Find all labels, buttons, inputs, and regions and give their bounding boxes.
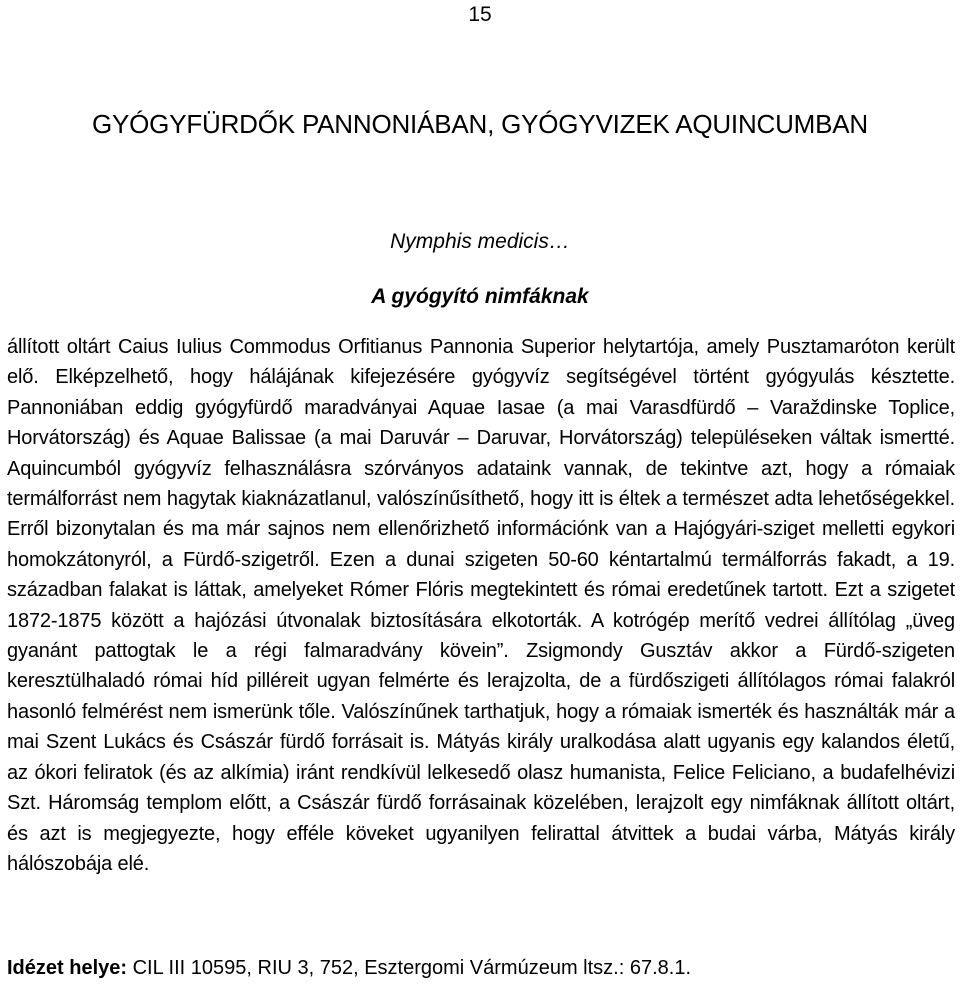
citation <box>7 954 955 982</box>
epigraph-latin: Nymphis medicis… <box>390 230 570 253</box>
epigraph-translation: A gyógyító nimfáknak <box>371 285 589 308</box>
page-number: 15 <box>468 3 492 26</box>
body-paragraph: állított oltárt Caius Iulius Commodus Orfitianus Pannonia Superior helytartója, amely Pusztamaróton került elő. Elképzelhető, hogy hálájának kifejezésére gyógyvíz segítségével történt gyógyulás késztette. Pannoniában eddig gyógyfürdő maradványai Aquae Iasae (a mai Varasdfürdő – Varaždinske Toplice, Horvátország) és Aquae Balissae (a mai Daruvár – Daruvar, Horvátország) településeken váltak ismertté. Aquincumból gyógyvíz felhasználásra szórványos adataink vannak, de tekintve azt, hogy a rómaiak termálforrást nem hagytak kiaknázatlanul, valószínűsíthető, hogy itt is éltek a természet adta lehetőségekkel. Erről bizonytalan és ma már sajnos nem ellenőrizhető információnk van a Hajógyári-sziget melletti egykori homokzátonyról, a Fürdő-szigetről. Ezen a dunai szigeten 50-60 kéntartalmú termálforrás fakadt, a 19. században falakat is láttak, amelyeket Rómer Flóris megtekintett és római eredetűnek tartott. Ezt a szigetet 1872-1875 között a hajózási útvonalak biztosítására elkotorták. A kotrógép merítő vedrei állítólag „üveg gyanánt pattogtak le a régi falmaradvány kövein”. Zsigmondy Gusztáv akkor a Fürdő-szigeten keresztülhaladó római híd pilléreit ugyan felmérte és lerajzolta, de a fürdőszigeti állítólagos római falakról hasonló felmérést nem ismerünk tőle. Valószínűnek tarthatjuk, hogy a rómaiak ismerték és használták már a mai Szent Lukács és Császár fürdő forrásait is. Mátyás király uralkodása alatt ugyanis egy kalandos életű, az ókori feliratok (és az alkímia) iránt rendkívül lelkesedő olasz humanista, Felice Feliciano, a budafelhévizi Szt. Háromság templom előtt, a Császár fürdő forrásainak közelében, lerajzolt egy nimfáknak állított oltárt, és azt is megjegyezte, hogy efféle köveket ugyanilyen felirattal átvittek a budai várba, Mátyás király hálószobája elé. <box>7 336 955 875</box>
page-title: GYÓGYFÜRDŐK PANNONIÁBAN, GYÓGYVIZEK AQUINCUMBAN <box>91 109 869 139</box>
citation-label: Idézet helye: <box>7 957 128 979</box>
citation-text: CIL III 10595, RIU 3, 752, Esztergomi Vármúzeum ltsz.: 67.8.1. <box>127 957 692 979</box>
